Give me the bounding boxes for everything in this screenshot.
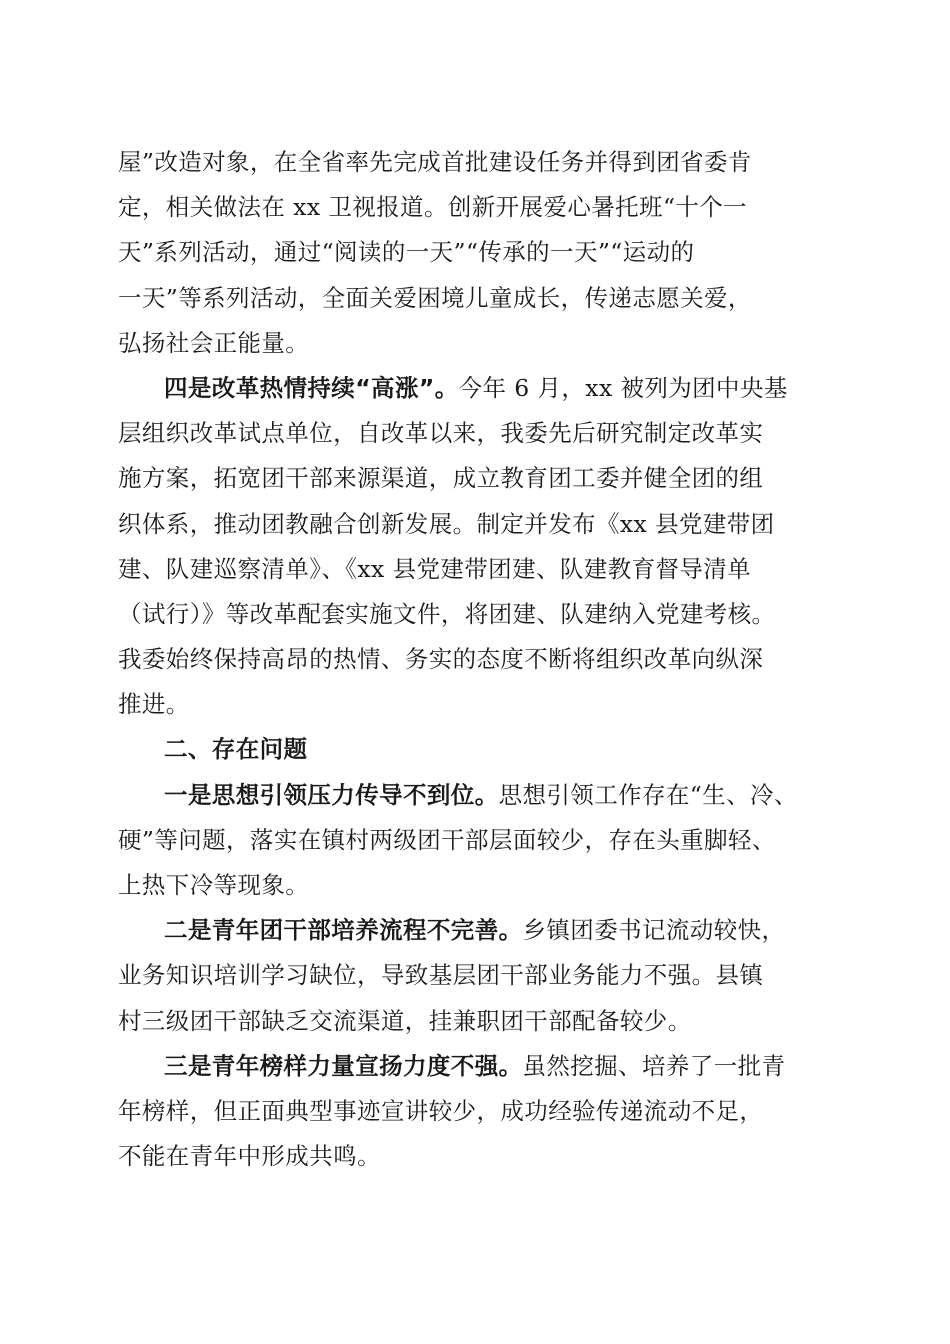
paragraph-5 [118,1044,838,1180]
paragraph-lead: 一是思想引领压力传导不到位。 [164,780,499,809]
section-title: 二、存在问题 [164,735,308,764]
paragraph-4 [118,908,838,1044]
text-line: 定，相关做法在 xx 卫视报道。创新开展爱心暑托班“十个一 [118,193,748,222]
text-line: 上热下冷等现象。 [118,871,310,899]
text-run: 乡镇团委书记流动较快， [522,916,786,945]
paragraph-lead: 二是青年团干部培养流程不完善。 [164,916,523,945]
text-line: 年榜样，但正面典型事迹宣讲较少，成功经验传递流动不足， [118,1096,764,1125]
text-line: 不能在青年中形成共鸣。 [118,1142,381,1171]
text-line: 弘扬社会正能量。 [118,328,310,357]
text-run: 虽然挖掘、培养了一批青 [522,1051,786,1080]
text-line: 建、队建巡察清单》、《xx 县党建带团建、队建教育督导清单 [118,554,752,583]
text-line: 推进。 [118,690,190,719]
text-line [118,773,838,818]
text-line: 我委始终保持高昂的热情、务实的态度不断将组织改革向纵深 [118,645,764,674]
paragraph-1 [118,140,838,366]
document-body [118,140,838,1179]
text-line: 硬”等问题，落实在镇村两级团干部层面较少，存在头重脚轻、 [118,825,776,854]
text-line: 层组织改革试点单位，自改革以来，我委先后研究制定改革实 [118,419,764,448]
section-heading [118,727,838,772]
text-line: 村三级团干部缺乏交流渠道，挂兼职团干部配备较少。 [118,1006,692,1035]
paragraph-lead: 四是改革热情持续“高涨”。 [164,373,459,402]
text-line: 施方案，拓宽团干部来源渠道，成立教育团工委并健全团的组 [118,464,764,493]
text-run: 今年 6 月，xx 被列为团中央基 [458,373,788,402]
text-line: 织体系，推动团教融合创新发展。制定并发布《xx 县党建带团 [118,509,775,538]
text-line: 天”系列活动，通过“阅读的一天”“传承的一天”“运动的 [118,238,695,267]
text-line: 业务知识培训学习缺位，导致基层团干部业务能力不强。县镇 [118,961,764,990]
text-line [118,908,838,953]
text-run: 思想引领工作存在“生、冷、 [498,780,798,809]
text-line [118,366,838,411]
text-line: 屋”改造对象，在全省率先完成首批建设任务并得到团省委肯 [118,148,752,176]
paragraph-lead: 三是青年榜样力量宣扬力度不强。 [164,1051,523,1080]
paragraph-3 [118,773,838,909]
text-line: （试行）》等改革配套实施文件，将团建、队建纳入党建考核。 [118,599,776,628]
paragraph-2 [118,366,838,728]
text-line [118,1044,838,1089]
text-line: 一天”等系列活动，全面关爱困境儿童成长，传递志愿关爱， [118,283,752,312]
